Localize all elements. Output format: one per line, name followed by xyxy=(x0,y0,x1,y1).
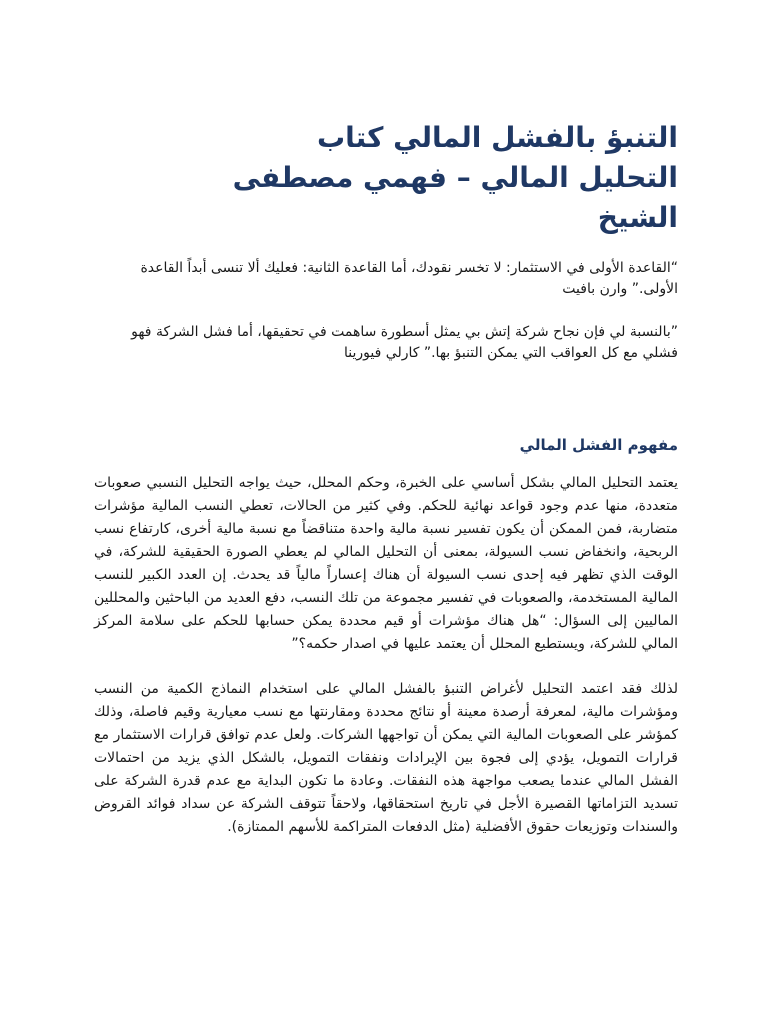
section-heading: مفهوم الفشل المالي xyxy=(519,436,678,454)
title-line-2: التحليل المالي – فهمي مصطفى xyxy=(232,161,678,194)
document-title xyxy=(94,118,678,238)
body-paragraph-1: يعتمد التحليل المالي بشكل أساسي على الخبرة، وحكم المحلل، حيث يواجه التحليل النسبي صعوبات متعددة، منها عدم وجود قواعد نهائية للحكم. وفي كثير من الحالات، تعطي النسب المالية مؤشرات متضاربة، فمن الممكن أن يكون تفسير نسبة مالية واحدة متناقضاً مع نسبة مالية أخرى، كارتفاع نسب الربحية، وانخفاض نسب السيولة، بمعنى أن التحليل المالي لم يعطي الصورة الحقيقية للشركة، في الوقت الذي تظهر فيه إحدى نسب السيولة أن هناك إعساراً مالياً قد يحدث. إن العدد الكبير للنسب المالية المستخدمة، والصعوبات في تفسير مجموعة من تلك النسب، دفع العديد من الباحثين والمحللين الماليين إلى السؤال: “هل هناك مؤشرات أو قيم محددة يمكن حسابها للحكم على سلامة المركز المالي للشركة، ويستطيع المحلل أن يعتمد عليها في اصدار حكمه؟” xyxy=(94,475,678,652)
title-line-3: الشيخ xyxy=(597,201,678,234)
title-line-1: التنبؤ بالفشل المالي كتاب xyxy=(317,121,678,154)
quote-warren-buffett: “القاعدة الأولى في الاستثمار: لا تخسر نقودك، أما القاعدة الثانية: فعليك ألا تنسى أبداً القاعدة الأولى.” وارن بافيت xyxy=(140,260,678,297)
quote-carly-fiorina: ”بالنسبة لي فإن نجاح شركة إتش بي يمثل أسطورة ساهمت في تحقيقها، أما فشل الشركة فهو فشلي مع كل العواقب التي يمكن التنبؤ بها.” كارلي فيورينا xyxy=(131,324,678,361)
body-paragraph-2: لذلك فقد اعتمد التحليل لأغراض التنبؤ بالفشل المالي على استخدام النماذج الكمية من النسب ومؤشرات مالية، لمعرفة أرصدة معينة أو نتائج محددة ومقارنتها مع نسب معيارية وقيم فاصلة، وذلك كمؤشر على الصعوبات المالية التي يمكن أن تواجهها الشركات. ولعل عدم توافق قرارات الاستثمار مع قرارات التمويل، يؤدي إلى فجوة بين الإيرادات ونفقات التمويل، بالشكل الذي يزيد من احتمالات الفشل المالي عندما يصعب مواجهة هذه النفقات. وعادة ما تكون البداية مع عدم قدرة الشركة على تسديد التزاماتها القصيرة الأجل في تاريخ استحقاقها، ولاحقاً تتوقف الشركة عن سداد فوائد القروض والسندات وتوزيعات حقوق الأفضلية (مثل الدفعات المتراكمة للأسهم الممتازة). xyxy=(94,681,678,835)
